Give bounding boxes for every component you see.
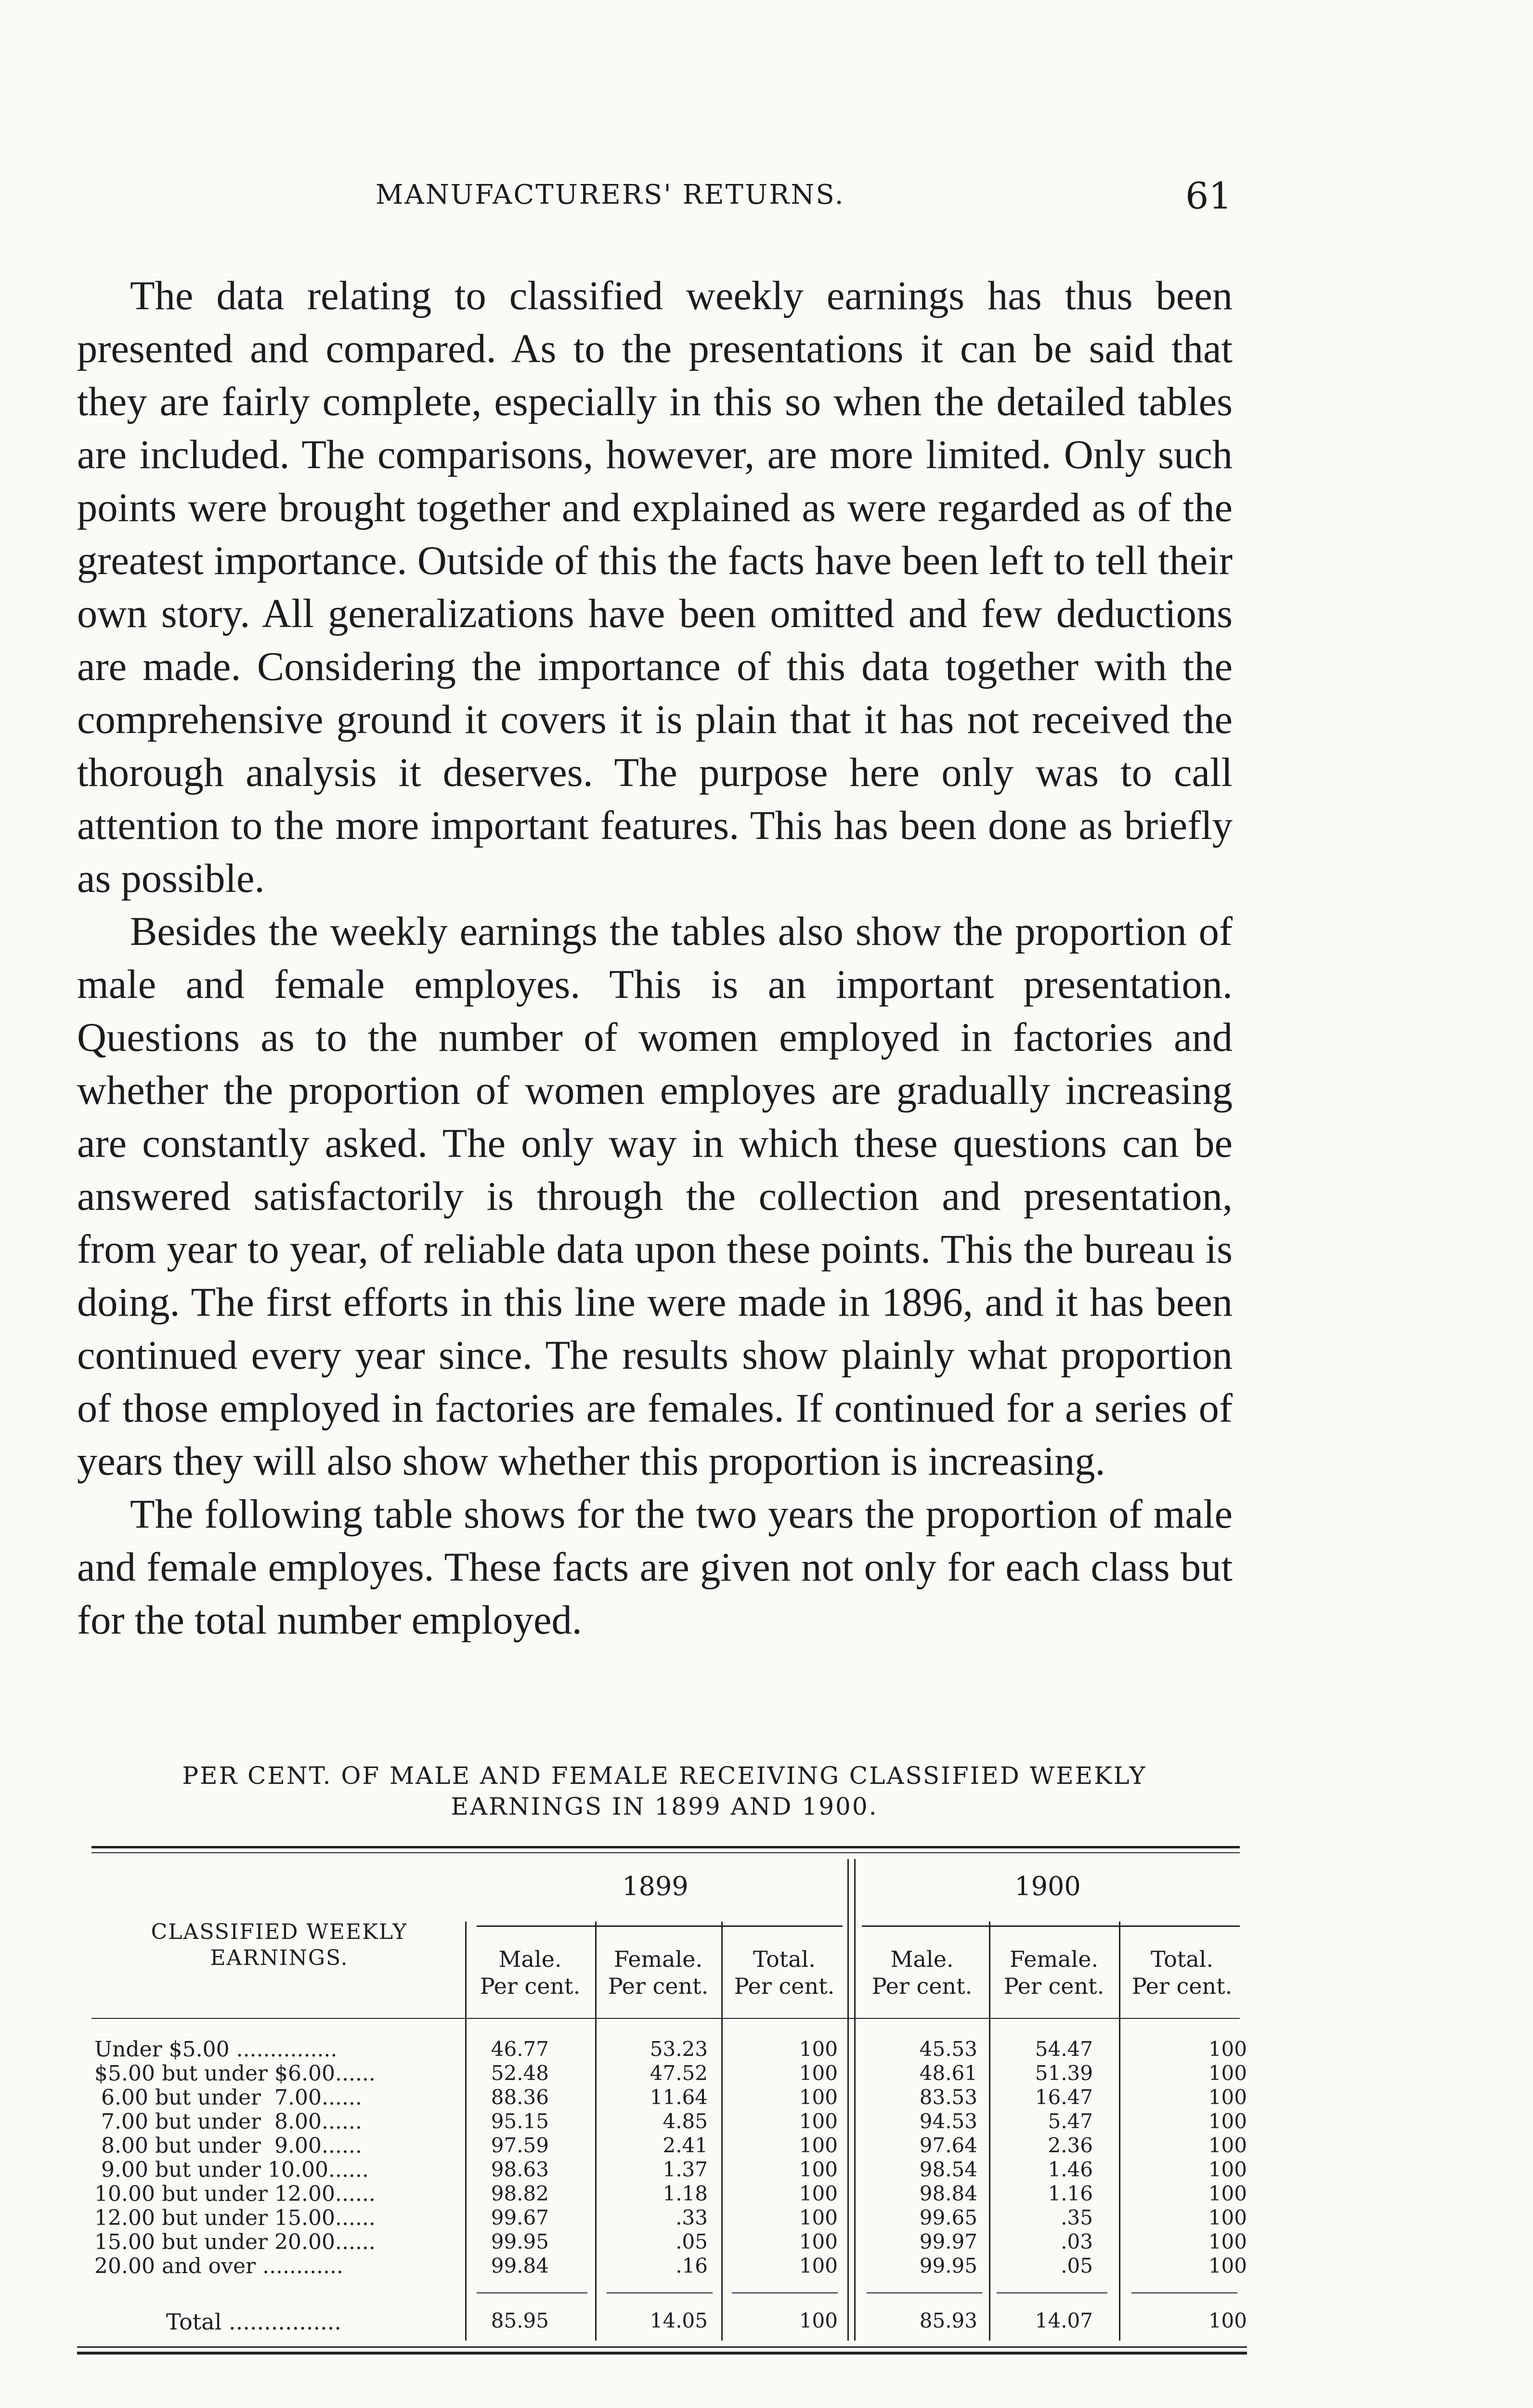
cell-female-1899: 1.37 [663, 2158, 708, 2181]
cell-female-1899: 1.18 [663, 2182, 708, 2205]
cell-total-1899: 100 [799, 2206, 838, 2229]
year-header-1899: 1899 [622, 1871, 689, 1901]
column-header: Total. Per cent. [734, 1946, 835, 1999]
paragraph: The following table shows for the two years the proportion of male and female employes. These facts are given not only for each class but for the total number employed. [77, 1492, 1233, 1643]
table-top-rule [91, 1846, 1240, 1848]
cell-total-1900: 100 [1208, 2037, 1247, 2061]
cell-male-1900: 99.65 [919, 2206, 977, 2229]
cell-total-1900: 100 [1208, 2109, 1247, 2133]
total-female-1899: 14.05 [650, 2309, 708, 2332]
cell-female-1899: 47.52 [650, 2061, 708, 2085]
cell-total-1899: 100 [799, 2133, 838, 2157]
cell-male-1900: 99.97 [919, 2230, 977, 2253]
year-underline [477, 1925, 843, 1927]
cell-total-1899: 100 [799, 2182, 838, 2205]
column-divider [1119, 1922, 1120, 2341]
cell-total-1899: 100 [799, 2037, 838, 2061]
cell-female-1900: 51.39 [1035, 2061, 1093, 2085]
cell-male-1899: 97.59 [491, 2133, 549, 2157]
total-rule [477, 2292, 587, 2293]
cell-female-1900: 1.16 [1048, 2182, 1093, 2205]
total-female-1900: 14.07 [1035, 2309, 1093, 2332]
cell-total-1900: 100 [1208, 2158, 1247, 2181]
cell-total-1899: 100 [799, 2158, 838, 2181]
year-underline [862, 1925, 1240, 1927]
page-number: 61 [1185, 174, 1232, 217]
row-label: 15.00 but under 20.00...... [94, 2230, 376, 2254]
cell-male-1900: 45.53 [919, 2037, 977, 2061]
cell-female-1900: .35 [1061, 2206, 1093, 2229]
total-total-1900: 100 [1208, 2309, 1247, 2332]
row-label: 10.00 but under 12.00...... [94, 2182, 376, 2206]
cell-female-1899: 53.23 [650, 2037, 708, 2061]
cell-total-1900: 100 [1208, 2230, 1247, 2253]
cell-total-1900: 100 [1208, 2182, 1247, 2205]
cell-female-1900: .03 [1061, 2230, 1093, 2253]
row-label: 7.00 but under 8.00...... [94, 2109, 362, 2134]
cell-male-1899: 99.95 [491, 2230, 549, 2253]
total-total-1899: 100 [799, 2309, 838, 2332]
cell-male-1899: 95.15 [491, 2109, 549, 2133]
cell-male-1899: 52.48 [491, 2061, 549, 2085]
cell-female-1900: 1.46 [1048, 2158, 1093, 2181]
cell-male-1900: 98.54 [919, 2158, 977, 2181]
cell-female-1899: .16 [676, 2254, 708, 2277]
row-label: 8.00 but under 9.00...... [94, 2133, 362, 2158]
stub-header-line: CLASSIFIED WEEKLY [151, 1920, 408, 1944]
column-divider [595, 1922, 597, 2341]
paragraph: Besides the weekly earnings the tables also show the proportion of male and female employes. This is an important presentation. Questions as to the number of women employed in factories and whether the proportion of women employes are gradually increasing are constantly asked. The only way in which these questions can be answered satisfactorily is through the collection and presentation, from year to year, of reliable data upon these points. This the bureau is doing. The first efforts in this line were made in 1896, and it has been continued every year since. The results show plainly what proportion of those employed in factories are females. If continued for a series of years they will also show whether this proportion is increasing. [77, 909, 1233, 1484]
cell-female-1900: 16.47 [1035, 2085, 1093, 2109]
total-rule [997, 2292, 1107, 2293]
table-bottom-rule [77, 2352, 1247, 2355]
cell-male-1899: 46.77 [491, 2037, 549, 2061]
header-rule [91, 2018, 1240, 2019]
cell-total-1899: 100 [799, 2109, 838, 2133]
cell-total-1900: 100 [1208, 2206, 1247, 2229]
cell-total-1900: 100 [1208, 2085, 1247, 2109]
cell-male-1900: 48.61 [919, 2061, 977, 2085]
cell-male-1900: 83.53 [919, 2085, 977, 2109]
total-rule [732, 2292, 838, 2293]
cell-female-1899: .05 [676, 2230, 708, 2253]
year-header-1900: 1900 [1014, 1871, 1081, 1901]
stub-header [91, 1919, 467, 1971]
cell-male-1900: 97.64 [919, 2133, 977, 2157]
stub-header-line: EARNINGS. [210, 1946, 349, 1970]
row-label: 12.00 but under 15.00...... [94, 2206, 376, 2230]
table-bottom-rule [77, 2346, 1247, 2348]
cell-total-1900: 100 [1208, 2254, 1247, 2277]
paragraph: The data relating to classified weekly earnings has thus been presented and compared. As to the presentations it can be said that they are fairly complete, especially in this so when the detailed tables are included. The comparisons, however, are more limited. Only such points were brought together and explained as were regarded as of the greatest importance. Outside of this the facts have been left to tell their own story. All generalizations have been omitted and few deductions are made. Considering the importance of this data together with the comprehensive ground it covers it is plain that it has not received the thorough analysis it deserves. The purpose here only was to call attention to the more important features. This has been done as briefly as possible. [77, 274, 1233, 901]
row-label: 9.00 but under 10.00...... [94, 2158, 369, 2182]
cell-female-1900: .05 [1061, 2254, 1093, 2277]
cell-male-1900: 98.84 [919, 2182, 977, 2205]
running-title: MANUFACTURERS' RETURNS. [376, 179, 845, 210]
cell-female-1899: .33 [676, 2206, 708, 2229]
column-header: Female. Per cent. [1003, 1946, 1104, 1999]
row-label: $5.00 but under $6.00...... [94, 2061, 376, 2086]
column-divider [465, 1922, 467, 2341]
cell-female-1900: 54.47 [1035, 2037, 1093, 2061]
total-male-1899: 85.95 [491, 2309, 549, 2332]
cell-male-1899: 98.82 [491, 2182, 549, 2205]
cell-total-1900: 100 [1208, 2133, 1247, 2157]
table-caption [77, 1760, 1252, 1822]
row-label: Under $5.00 ............... [94, 2037, 338, 2062]
cell-total-1899: 100 [799, 2061, 838, 2085]
column-header: Male. Per cent. [480, 1946, 581, 1999]
column-header: Total. Per cent. [1131, 1946, 1233, 1999]
cell-male-1899: 98.63 [491, 2158, 549, 2181]
cell-male-1899: 99.67 [491, 2206, 549, 2229]
column-divider [989, 1922, 990, 2341]
row-label: 20.00 and over ............ [94, 2254, 343, 2278]
total-male-1900: 85.93 [919, 2309, 977, 2332]
total-rule [607, 2292, 713, 2293]
cell-male-1899: 99.84 [491, 2254, 549, 2277]
cell-total-1900: 100 [1208, 2061, 1247, 2085]
column-divider [854, 1859, 856, 2341]
cell-male-1899: 88.36 [491, 2085, 549, 2109]
column-header: Female. Per cent. [608, 1946, 709, 1999]
cell-female-1899: 2.41 [663, 2133, 708, 2157]
table-top-rule [91, 1852, 1240, 1853]
total-rule [867, 2292, 982, 2293]
column-header: Male. Per cent. [871, 1946, 973, 1999]
cell-female-1899: 11.64 [650, 2085, 708, 2109]
column-divider [847, 1859, 849, 2341]
table-caption-line: EARNINGS IN 1899 AND 1900. [451, 1793, 878, 1820]
cell-female-1900: 2.36 [1048, 2133, 1093, 2157]
cell-female-1899: 4.85 [663, 2109, 708, 2133]
cell-total-1899: 100 [799, 2254, 838, 2277]
body-text [77, 270, 1233, 1647]
row-label: 6.00 but under 7.00...... [94, 2085, 362, 2110]
total-rule [1131, 2292, 1237, 2293]
cell-total-1899: 100 [799, 2085, 838, 2109]
total-row-label: Total ................ [166, 2309, 342, 2335]
cell-male-1900: 94.53 [919, 2109, 977, 2133]
table-caption-line: PER CENT. OF MALE AND FEMALE RECEIVING CLASSIFIED WEEKLY [182, 1762, 1147, 1790]
cell-male-1900: 99.95 [919, 2254, 977, 2277]
cell-female-1900: 5.47 [1048, 2109, 1093, 2133]
cell-total-1899: 100 [799, 2230, 838, 2253]
